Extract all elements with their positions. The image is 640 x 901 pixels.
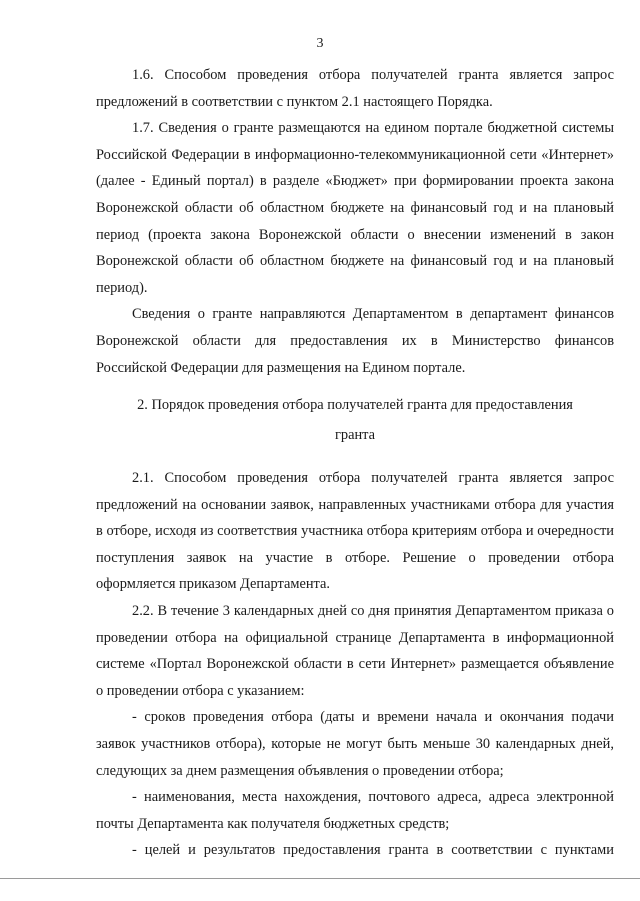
- section-2-heading-line-2: гранта: [334, 426, 376, 443]
- list-item-deadlines: - сроков проведения отбора (даты и времени начала и окончания подачи заявок участников отбора), которые не могут быть меньше 30 календарных дней, следующих за днем размещения объявления о проведении отбора;: [96, 709, 614, 779]
- list-item-goals: - целей и результатов предоставления гранта в соответствии с пунктами: [132, 842, 614, 859]
- scan-edge-line: [0, 878, 640, 879]
- section-2-heading-line-1: 2. Порядок проведения отбора получателей гранта для предоставления: [137, 397, 573, 413]
- paragraph-1-7: 1.7. Сведения о гранте размещаются на едином портале бюджетной системы Российской Федерации в информационно-телекоммуникационной сети «Интернет» (далее - Единый портал) в разделе «Бюджет» при формировании проекта закона Воронежской области об областном бюджете на финансовый год и на плановый период (проекта закона Воронежской области о внесении изменений в закон Воронежской области об областном бюджете на финансовый год и на плановый период).: [96, 120, 614, 296]
- paragraph-grant-info: Сведения о гранте направляются Департаментом в департамент финансов Воронежской области для предоставления их в Министерство финансов Российской Федерации для размещения на Едином портале.: [96, 306, 614, 376]
- paragraph-1-6: 1.6. Способом проведения отбора получателей гранта является запрос предложений в соответствии с пунктом 2.1 настоящего Порядка.: [96, 67, 614, 110]
- section-1-body: [96, 62, 614, 381]
- paragraph-2-2: 2.2. В течение 3 календарных дней со дня принятия Департаментом приказа о проведении отбора на официальной странице Департамента в информационной системе «Портал Воронежской области в сети Интернет» размещается объявление о проведении отбора с указанием:: [96, 602, 614, 699]
- paragraph-2-1: 2.1. Способом проведения отбора получателей гранта является запрос предложений на основании заявок, направленных участниками отбора для участия в отборе, исходя из соответствия участника отбора критериям отбора и очередности поступления заявок на участие в отборе. Решение о проведении отбора оформляется приказом Департамента.: [96, 470, 614, 593]
- section-2-heading: [96, 391, 614, 450]
- section-2-body: [96, 465, 614, 864]
- list-item-department-address: - наименования, места нахождения, почтового адреса, адреса электронной почты Департамента как получателя бюджетных средств;: [96, 789, 614, 832]
- page-number: 3: [316, 36, 324, 51]
